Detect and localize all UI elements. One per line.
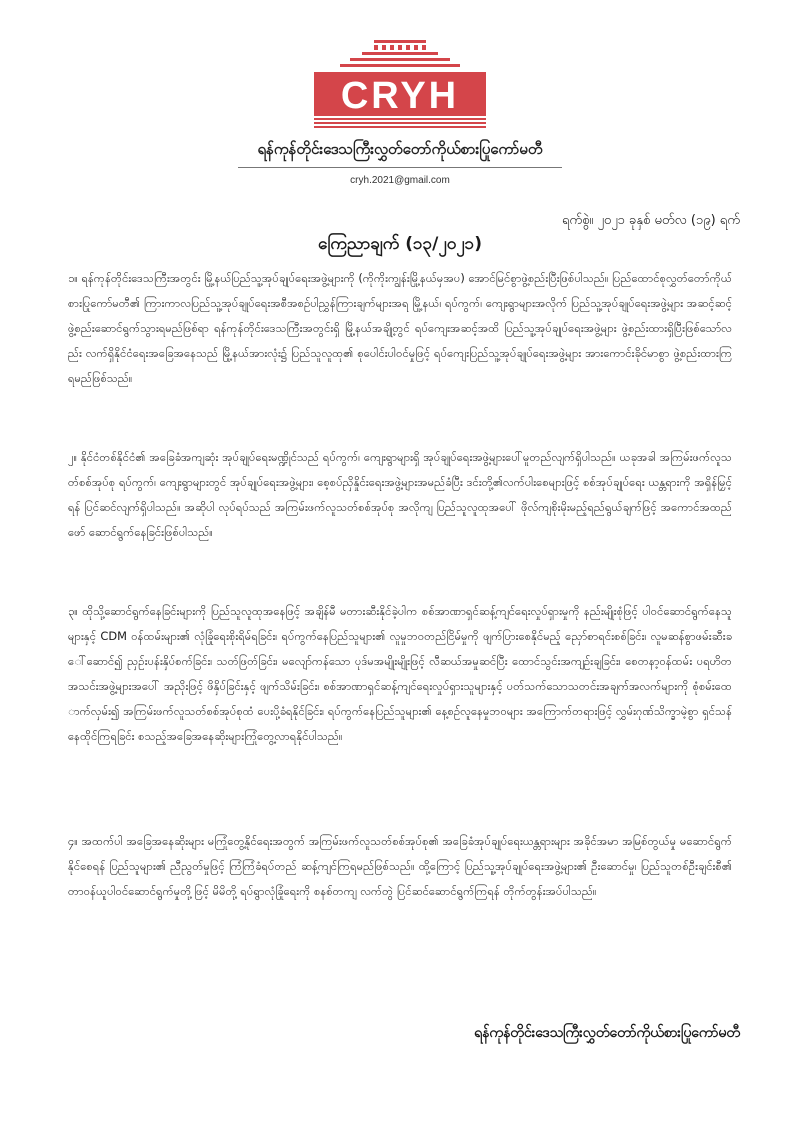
logo-text: CRYH [340,75,460,117]
paragraph-1: ၁။ ရန်ကုန်တိုင်းဒေသကြီးအတွင်း မြို့နယ်ပြည်သူ့အုပ်ချုပ်ရေးအဖွဲ့များကို (ကိုကိုးကျွန်းမြို့နယ်မှအပ) အောင်မြင်စွာဖွဲ့စည်းပြီးဖြစ်ပါသည်။ ပြည်ထောင်စုလွှတ်တော်ကိုယ်စားပြုကော်မတီ၏ ကြားကာလပြည်သူ့အုပ်ချုပ်ရေးအစီအစဉ်ပါညွှန်ကြားချက်များအရ မြို့နယ်၊ ရပ်ကွက်၊ ကျေးရွာများအလိုက် ပြည်သူ့အုပ်ချုပ်ရေးအဖွဲ့များ အဆင့်ဆင့်ဖွဲ့စည်းဆောင်ရွက်သွားရမည်ဖြစ်ရာ ရန်ကုန်တိုင်းဒေသကြီးအတွင်းရှိ မြို့နယ်အချို့တွင် ရပ်ကျေးအဆင့်အထိ ပြည်သူ့အုပ်ချုပ်ရေးအဖွဲ့များ ဖွဲ့စည်းထားရှိပြီးဖြစ်သော်လည်း လက်ရှိနိုင်ငံရေးအခြေအနေသည် မြို့နယ်အားလုံး၌ ပြည်သူလူထု၏ စုပေါင်းပါဝင်မှုဖြင့် ရပ်ကျေးပြည်သူ့အုပ်ချုပ်ရေးအဖွဲ့များ အားကောင်းခိုင်မာစွာ ဖွဲ့စည်းထားကြရမည်ဖြစ်သည်။ [68,271,732,385]
document-date: ရက်စွဲ။ ၂၀၂၁ ခုနှစ် မတ်လ (၁၉) ရက် [561,213,740,228]
paragraph-2: ၂။ နိုင်ငံတစ်နိုင်ငံ၏ အခြေခံအကျဆုံး အုပ်ချုပ်ရေးမဏ္ဍိုင်သည် ရပ်ကွက်၊ ကျေးရွာများရှိ အုပ်ချုပ်ရေးအဖွဲ့များပေါ်မူတည်လျက်ရှိပါသည်။ ယခုအခါ အကြမ်းဖက်လူသတ်စစ်အုပ်စု ရပ်ကွက်၊ ကျေးရွာများတွင် အုပ်ချုပ်ရေးအဖွဲ့များ၊ စေ့စပ်ညှိနှိုင်းရေးအဖွဲ့များအမည်ခံပြီး ဒင်းတို့၏လက်ပါးစေများဖြင့် စစ်အုပ်ချုပ်ရေး ယန္တရားကို အရှိန်မြှင့်ရန် ပြင်ဆင်လျက်ရှိပါသည်။ အဆိုပါ လုပ်ရပ်သည် အကြမ်းဖက်လူသတ်စစ်အုပ်စု အလိုကျ ပြည်သူလူထုအပေါ် ဖိုလ်ကျစိုးမိုးမည့်ရည်ရွယ်ချက်ဖြင့် အကောင်အထည်ဖော် ဆောင်ရွက်နေခြင်းဖြစ်ပါသည်။ [68,450,732,539]
signature-line: ရန်ကုန်တိုင်းဒေသကြီးလွှတ်တော်ကိုယ်စားပြုကော်မတီ [474,1025,740,1041]
header-divider [238,167,562,168]
document-title: ကြေညာချက် (၁၃/၂၀၂၁) [318,234,482,254]
paragraph-4: ၄။ အထက်ပါ အခြေအနေဆိုးများ မကြုံတွေ့နိုင်ရေးအတွက် အကြမ်းဖက်လူသတ်စစ်အုပ်စု၏ အခြေခံအုပ်ချုပ်ရေးယန္တရားများ အခိုင်အမာ အမြစ်တွယ်မှု မဆောင်ရွက်နိုင်စေရန် ပြည်သူများ၏ ညီညွတ်မှုဖြင့် ကြံကြံခံရပ်တည် ဆန့်ကျင်ကြရမည်ဖြစ်သည်။ ထို့ကြောင့် ပြည်သူ့အုပ်ချုပ်ရေးအဖွဲ့များ၏ ဦးဆောင်မှု၊ ပြည်သူတစ်ဦးချင်းစီ၏ တာဝန်ယူပါဝင်ဆောင်ရွက်မှုတို့ဖြင့် မိမိတို့ ရပ်ရွာလုံခြုံရေးကို စနစ်တကျ လက်တွဲ ပြင်ဆင်ဆောင်ရွက်ကြရန် တိုက်တွန်းအပ်ပါသည်။ [68,834,732,898]
cryh-logo [300,38,500,130]
organization-header: ရန်ကုန်တိုင်းဒေသကြီးလွှတ်တော်ကိုယ်စားပြုကော်မတီ [257,140,543,158]
contact-email: cryh.2021@gmail.com [350,175,450,186]
document-body [68,266,732,959]
paragraph-3: ၃။ ထိုသို့ဆောင်ရွက်နေခြင်းများကို ပြည်သူလူထုအနေဖြင့် အချိန်မီ မတားဆီးနိုင်ခဲ့ပါက စစ်အာဏာရှင်ဆန့်ကျင်ရေးလှုပ်ရှားမှုကို နည်းမျိုးစုံဖြင့် ပါဝင်ဆောင်ရွက်နေသူများနှင့် CDM ဝန်ထမ်းများ၏ လုံခြုံရေးစိုးရိမ်ရခြင်း၊ ရပ်ကွက်နေပြည်သူများ၏ လူမှုဘဝတည်ငြိမ်မှုကို ဖျက်ပြားစေနိုင်မည့် ညှော်စာရင်းစစ်ခြင်း၊ လူမဆန်စွာဖမ်းဆီးခေါ်ဆောင်၍ ညှဉ်းပန်းနှိပ်စက်ခြင်း၊ သတ်ဖြတ်ခြင်း၊ မလျော်ကန်သော ပုဒ်မအမျိုးမျိုးဖြင့် လီဆယ်အမှုဆင်ပြီး ထောင်သွင်းအကျဉ်းချခြင်း၊ စေတနာ့ဝန်ထမ်း ပရဟိတအသင်းအဖွဲ့များအပေါ် အညိုးဖြင့် ဖိနှိပ်ခြင်းနှင့် ဖျက်သိမ်းခြင်း၊ စစ်အာဏာရှင်ဆန့်ကျင်ရေးလှုပ်ရှားသူများနှင့် ပတ်သက်သောသတင်းအချက်အလက်များကို စုံစမ်းထောက်လှမ်း၍ အကြမ်းဖက်လူသတ်စစ်အုပ်စုထံ ပေးပို့ခံရနိုင်ခြင်း၊ ရပ်ကွက်နေပြည်သူများ၏ နေ့စဉ်လူနေမှုဘဝများ အကြောက်တရားဖြင့် လွှမ်းဂုဏ်သိက္ခာမဲ့စွာ ရှင်သန်နေထိုင်ကြရခြင်း စသည့်အခြေအနေဆိုးများကြုံတွေ့လာရနိုင်ပါသည်။ [68,604,732,743]
